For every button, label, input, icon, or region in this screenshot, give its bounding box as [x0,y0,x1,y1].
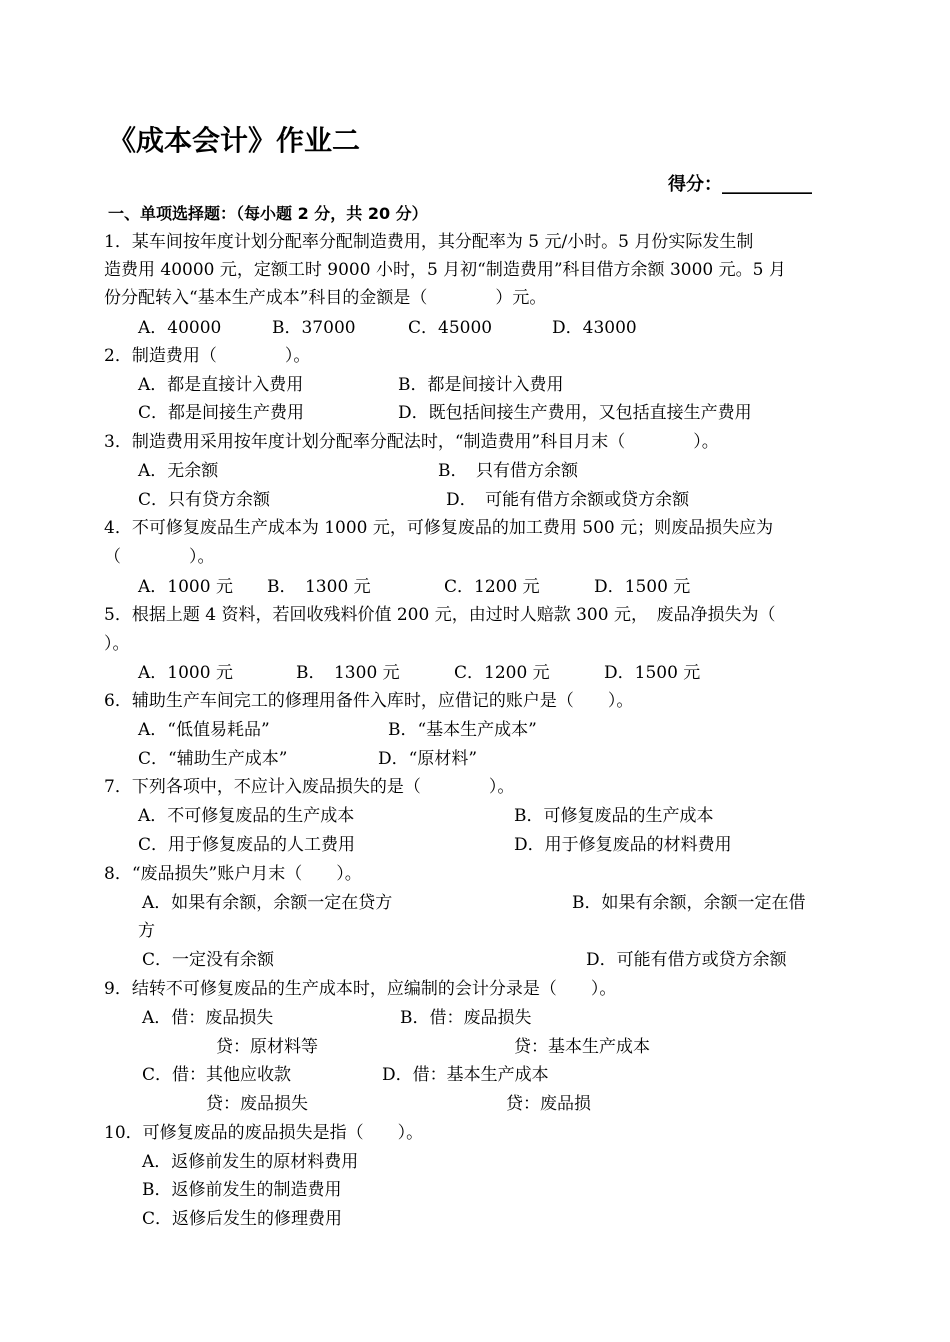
question-9-option-b: B．借：废品损失 [400,1008,532,1028]
question-4-line-2: （ ）。 [104,547,215,567]
question-3-line-1: 3．制造费用采用按年度计划分配率分配法时，“制造费用”科目月末（ ）。 [104,432,719,452]
question-5-line-2: ）。 [104,634,130,654]
question-5-option-a: A．1000 元 [138,663,233,683]
question-5-line-1: 5．根据上题 4 资料，若回收残料价值 200 元，由过时人赔款 300 元， 废品净损失为（ [104,605,776,625]
question-2-line-1: 2．制造费用（ ）。 [104,346,311,366]
question-8-option-a: A．如果有余额，余额一定在贷方 [142,893,393,913]
question-5-option-b: B． 1300 元 [296,663,400,683]
question-9-option-c-credit: 贷：废品损失 [206,1094,308,1114]
question-1-option-b: B．37000 [272,318,356,338]
question-3-option-a: A．无余额 [138,461,219,481]
question-2-option-c: C．都是间接生产费用 [138,403,305,423]
question-1-option-a: A．40000 [138,318,222,338]
question-9-line-1: 9．结转不可修复废品的生产成本时，应编制的会计分录是（ ）。 [104,979,617,999]
question-6-option-c: C．“辅助生产成本” [138,749,288,769]
question-10-option-c: C．返修后发生的修理费用 [142,1209,343,1229]
question-7-option-d: D．用于修复废品的材料费用 [514,835,732,855]
question-1-option-c: C．45000 [408,318,493,338]
question-9-option-c: C．借：其他应收款 [142,1065,292,1085]
question-1-line-3: 份分配转入“基本生产成本”科目的金额是（ ）元。 [104,288,547,308]
question-2-option-d: D．既包括间接生产费用，又包括直接生产费用 [398,403,752,423]
question-7-line-1: 7．下列各项中，不应计入废品损失的是（ ）。 [104,777,515,797]
question-7-option-a: A．不可修复废品的生产成本 [138,806,355,826]
question-5-option-c: C．1200 元 [454,663,550,683]
question-2-option-b: B．都是间接计入费用 [398,375,564,395]
question-7-option-c: C．用于修复废品的人工费用 [138,835,356,855]
question-1-option-d: D．43000 [552,318,637,338]
question-4-option-b: B． 1300 元 [267,577,371,597]
question-7-option-b: B．可修复废品的生产成本 [514,806,714,826]
question-9-option-a: A．借：废品损失 [142,1008,274,1028]
question-9-option-a-credit: 贷：原材料等 [216,1037,318,1057]
question-6-line-1: 6．辅助生产车间完工的修理用备件入库时，应借记的账户是（ ）。 [104,691,634,711]
question-4-option-c: C．1200 元 [444,577,540,597]
question-10-line-1: 10．可修复废品的废品损失是指（ ）。 [104,1123,424,1143]
question-6-option-a: A．“低值易耗品” [138,720,270,740]
question-6-option-b: B．“基本生产成本” [388,720,537,740]
question-9-option-d: D．借：基本生产成本 [382,1065,549,1085]
question-10-option-a: A．返修前发生的原材料费用 [142,1152,359,1172]
question-2-option-a: A．都是直接计入费用 [138,375,304,395]
question-4-option-a: A．1000 元 [138,577,233,597]
question-9-option-d-credit: 贷：废品损 [506,1094,591,1114]
section-heading: 一、单项选择题：（每小题 2 分，共 20 分） [108,204,428,223]
question-3-option-b: B． 只有借方余额 [438,461,578,481]
question-5-option-d: D．1500 元 [604,663,701,683]
question-8-option-d: D．可能有借方或贷方余额 [586,950,787,970]
question-8-option-c: C．一定没有余额 [142,950,275,970]
question-8-option-b: B．如果有余额，余额一定在借 [572,893,806,913]
question-9-option-b-credit: 贷：基本生产成本 [514,1037,650,1057]
document-title: 《成本会计》作业二 [108,124,361,157]
question-3-option-d: D． 可能有借方余额或贷方余额 [446,490,690,510]
question-1-line-1: 1．某车间按年度计划分配率分配制造费用，其分配率为 5 元/小时。5 月份实际发生制 [104,232,754,252]
question-3-option-c: C．只有贷方余额 [138,490,271,510]
question-10-option-b: B．返修前发生的制造费用 [142,1180,342,1200]
question-6-option-d: D．“原材料” [378,749,478,769]
question-8-line-1: 8．“废品损失”账户月末（ ）。 [104,864,362,884]
score-field: 得分：__________ [668,174,812,195]
question-4-line-1: 4．不可修复废品生产成本为 1000 元，可修复废品的加工费用 500 元；则废品损失应为 [104,518,774,538]
question-8-option-b-wrap: 方 [138,921,155,941]
question-4-option-d: D．1500 元 [594,577,691,597]
question-1-line-2: 造费用 40000 元，定额工时 9000 小时，5 月初“制造费用”科目借方余额 3000 元。5 月 [104,260,786,280]
